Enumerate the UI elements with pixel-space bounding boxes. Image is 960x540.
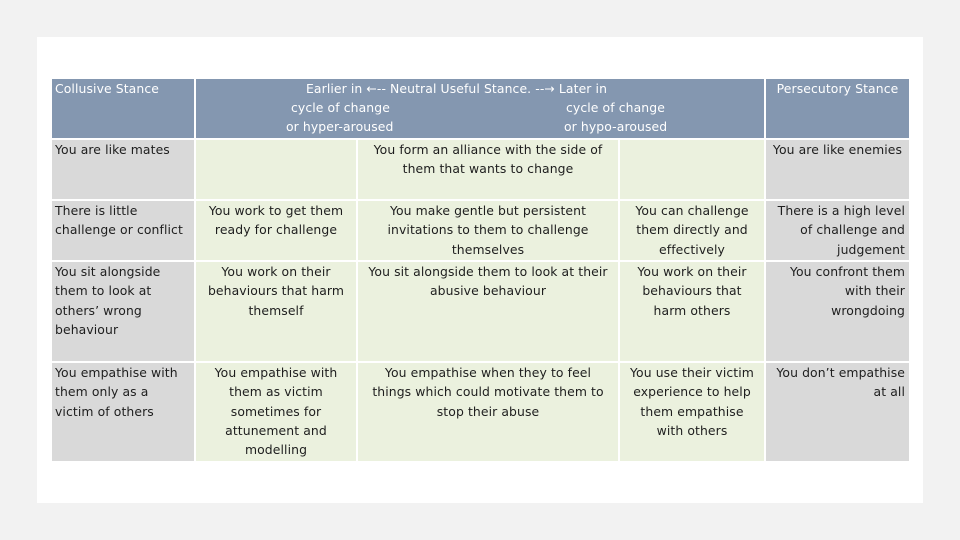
row4-collusive-line-2: them only as a: [55, 384, 149, 400]
row4-collusive-line-3: victim of others: [55, 403, 154, 419]
row2-persecutory-line-3: judgement: [837, 241, 905, 257]
row2-earlier-line-1: You work to get them: [208, 203, 344, 218]
row4-neutral-line-3: stop their abuse: [436, 403, 540, 419]
row3-persecutory-line-2: with their: [844, 283, 905, 299]
later-cycle-label: cycle of change: [566, 100, 665, 115]
row3-collusive-line-1: You sit alongside: [55, 264, 161, 279]
row4-persecutory-cell: [766, 363, 909, 461]
persecutory-stance-header: [766, 79, 909, 138]
row2-earlier-cell: [196, 201, 356, 260]
row1-collusive-text: You are like mates: [55, 142, 170, 157]
row4-earlier-line-1: You empathise with: [214, 365, 338, 380]
row2-neutral-cell: [358, 201, 618, 260]
row2-neutral-line-1: You make gentle but persistent: [389, 203, 587, 218]
row1-earlier-cell: [196, 140, 356, 199]
row4-earlier-cell: [196, 363, 356, 461]
row4-collusive-line-1: You empathise with: [55, 365, 178, 380]
row4-later-line-3: them empathise: [640, 403, 744, 419]
row3-earlier-line-1: You work on their: [221, 264, 331, 279]
row1-neutral-cell: [358, 140, 618, 199]
row4-later-cell: [620, 363, 764, 461]
row2-later-cell: [620, 201, 764, 260]
row2-earlier-line-2: ready for challenge: [214, 222, 338, 238]
row2-persecutory-line-1: There is a high level: [777, 203, 905, 218]
row3-neutral-cell: [358, 262, 618, 361]
row3-later-line-2: behaviours that: [642, 283, 742, 299]
row3-earlier-line-3: themself: [248, 302, 304, 318]
neutral-header-line-1: Earlier in ←-- Neutral Useful Stance. --→ Later in: [306, 81, 608, 96]
row4-earlier-line-4: attunement and: [225, 422, 327, 438]
row1-neutral-line-2: them that wants to change: [402, 161, 574, 177]
row4-earlier-line-2: them as victim: [229, 384, 323, 400]
row4-earlier-line-3: sometimes for: [230, 403, 322, 419]
row3-earlier-line-2: behaviours that harm: [207, 283, 345, 299]
row4-neutral-cell: [358, 363, 618, 461]
row2-neutral-line-2: invitations to them to challenge: [387, 222, 589, 238]
row4-persecutory-line-2: at all: [873, 384, 905, 400]
row3-collusive-line-3: others’ wrong: [55, 302, 142, 318]
row2-collusive-cell: [52, 201, 194, 260]
collusive-stance-label: Collusive Stance: [55, 81, 159, 96]
row3-neutral-line-2: abusive behaviour: [429, 283, 547, 299]
row3-persecutory-line-1: You confront them: [789, 264, 905, 279]
row4-later-line-4: with others: [656, 422, 728, 438]
row3-earlier-cell: [196, 262, 356, 361]
row2-later-line-1: You can challenge: [635, 203, 749, 218]
hyper-aroused-label: or hyper-aroused: [286, 119, 394, 134]
row4-neutral-line-1: You empathise when they to feel: [384, 365, 592, 380]
row2-persecutory-cell: [766, 201, 909, 260]
row3-collusive-cell: [52, 262, 194, 361]
persecutory-stance-label: Persecutory Stance: [776, 81, 899, 96]
row1-collusive-cell: [52, 140, 194, 199]
row3-later-line-1: You work on their: [637, 264, 747, 279]
row4-persecutory-line-1: You don’t empathise: [776, 365, 905, 380]
row3-neutral-line-1: You sit alongside them to look at their: [368, 264, 608, 279]
row1-neutral-line-1: You form an alliance with the side of: [373, 142, 603, 157]
row2-persecutory-line-2: of challenge and: [800, 222, 905, 238]
row4-neutral-line-2: things which could motivate them to: [372, 384, 604, 400]
row2-later-line-2: them directly and: [636, 222, 748, 238]
row1-persecutory-text: You are like enemies: [772, 142, 903, 157]
row4-collusive-cell: [52, 363, 194, 461]
collusive-stance-header: [52, 79, 194, 138]
row3-collusive-line-4: behaviour: [55, 321, 119, 337]
neutral-stance-header: [196, 79, 764, 138]
row4-earlier-line-5: modelling: [244, 442, 308, 458]
row1-persecutory-cell: [766, 140, 909, 199]
row2-neutral-line-3: themselves: [451, 241, 525, 257]
row2-later-line-3: effectively: [659, 241, 725, 257]
row4-later-line-1: You use their victim: [630, 365, 754, 380]
row3-later-cell: [620, 262, 764, 361]
row1-later-cell: [620, 140, 764, 199]
row3-collusive-line-2: them to look at: [55, 283, 152, 299]
row2-collusive-line-1: There is little: [55, 203, 138, 218]
row3-later-line-3: harm others: [653, 302, 731, 318]
row4-later-line-2: experience to help: [633, 384, 751, 400]
row3-persecutory-cell: [766, 262, 909, 361]
hypo-aroused-label: or hypo-aroused: [564, 119, 668, 134]
row3-persecutory-line-3: wrongdoing: [831, 302, 905, 318]
earlier-cycle-label: cycle of change: [291, 100, 390, 115]
row2-collusive-line-2: challenge or conflict: [55, 222, 183, 238]
